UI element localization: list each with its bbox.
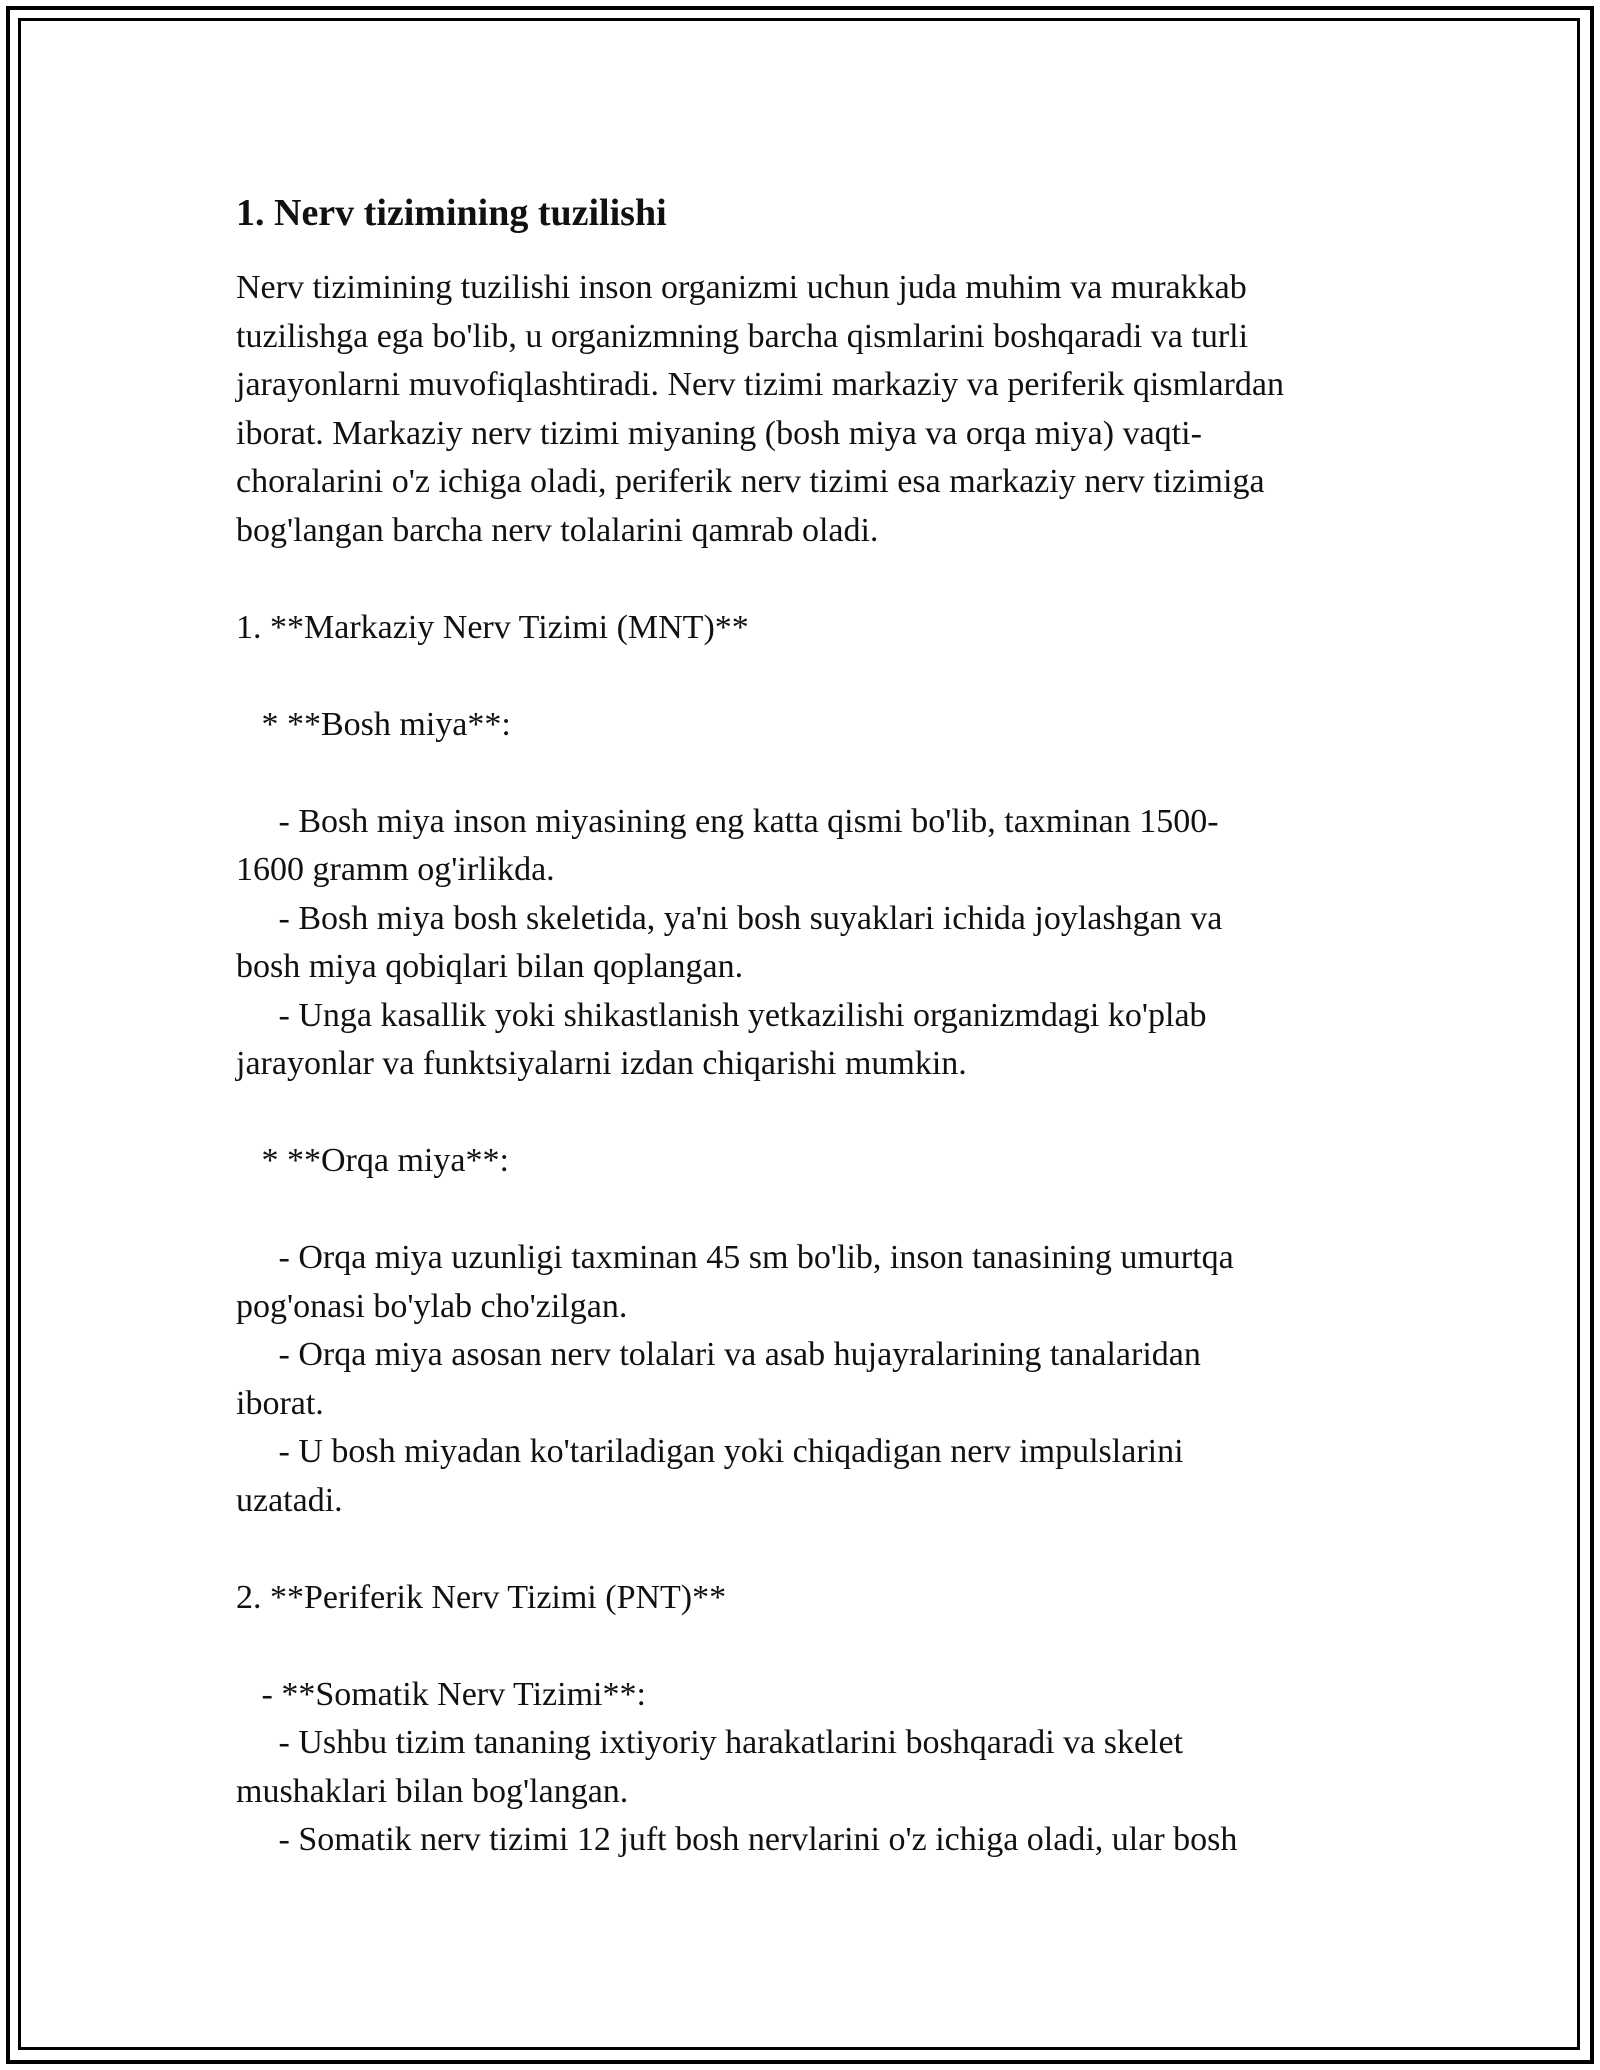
- somatik-title: - **Somatik Nerv Tizimi**:: [236, 1675, 646, 1713]
- spacer: [236, 652, 1406, 701]
- document-page: [236, 188, 1406, 1865]
- section1-title: 1. **Markaziy Nerv Tizimi (MNT)**: [236, 608, 749, 646]
- somatik-item: - Somatik nerv tizimi 12 juft bosh nervlarini o'z ichiga oladi, ular bosh: [236, 1821, 1238, 1858]
- bosh-miya-item: - Bosh miya inson miyasining eng katta qismi bo'lib, taxminan 1500- 1600 gramm og'irlikda.: [236, 802, 1219, 888]
- spacer: [236, 1089, 1406, 1138]
- intro-paragraph: Nerv tizimining tuzilishi inson organizmi uchun juda muhim va murakkab tuzilishga ega bo'lib, u organizmning barcha qismlarini boshqaradi va turli jarayonlarni muvofiqlashtiradi. Nerv tizimi markaziy va periferik qismlardan iborat. Markaziy nerv tizimi miyaning (bosh miya va orqa miya) vaqti- choralarini o'z ichiga oladi, periferik nerv tizimi esa markaziy nerv tizimiga bog'langan barcha nerv tolalarini qamrab oladi.: [236, 269, 1284, 549]
- spacer: [236, 749, 1406, 798]
- bosh-miya-title: * **Bosh miya**:: [236, 705, 511, 743]
- section-heading: 1. Nerv tizimining tuzilishi: [236, 192, 667, 234]
- bosh-miya-item: - Bosh miya bosh skeletida, ya'ni bosh suyaklari ichida joylashgan va bosh miya qobiqlari bilan qoplangan.: [236, 899, 1223, 985]
- spacer: [236, 1622, 1406, 1671]
- spacer: [236, 1186, 1406, 1235]
- somatik-item: - Ushbu tizim tananing ixtiyoriy harakatlarini boshqaradi va skelet mushaklari bilan bog'langan.: [236, 1724, 1184, 1810]
- spacer: [236, 555, 1406, 604]
- orqa-miya-item: - Orqa miya asosan nerv tolalari va asab hujayralarining tanalaridan iborat.: [236, 1336, 1201, 1422]
- orqa-miya-item: - U bosh miyadan ko'tariladigan yoki chiqadigan nerv impulslarini uzatadi.: [236, 1433, 1184, 1519]
- spacer: [236, 1525, 1406, 1574]
- section2-title: 2. **Periferik Nerv Tizimi (PNT)**: [236, 1578, 727, 1616]
- orqa-miya-item: - Orqa miya uzunligi taxminan 45 sm bo'lib, inson tanasining umurtqa pog'onasi bo'ylab cho'zilgan.: [236, 1239, 1234, 1325]
- orqa-miya-title: * **Orqa miya**:: [236, 1142, 509, 1179]
- bosh-miya-item: - Unga kasallik yoki shikastlanish yetkazilishi organizmdagi ko'plab jarayonlar va funktsiyalarni izdan chiqarishi mumkin.: [236, 996, 1207, 1082]
